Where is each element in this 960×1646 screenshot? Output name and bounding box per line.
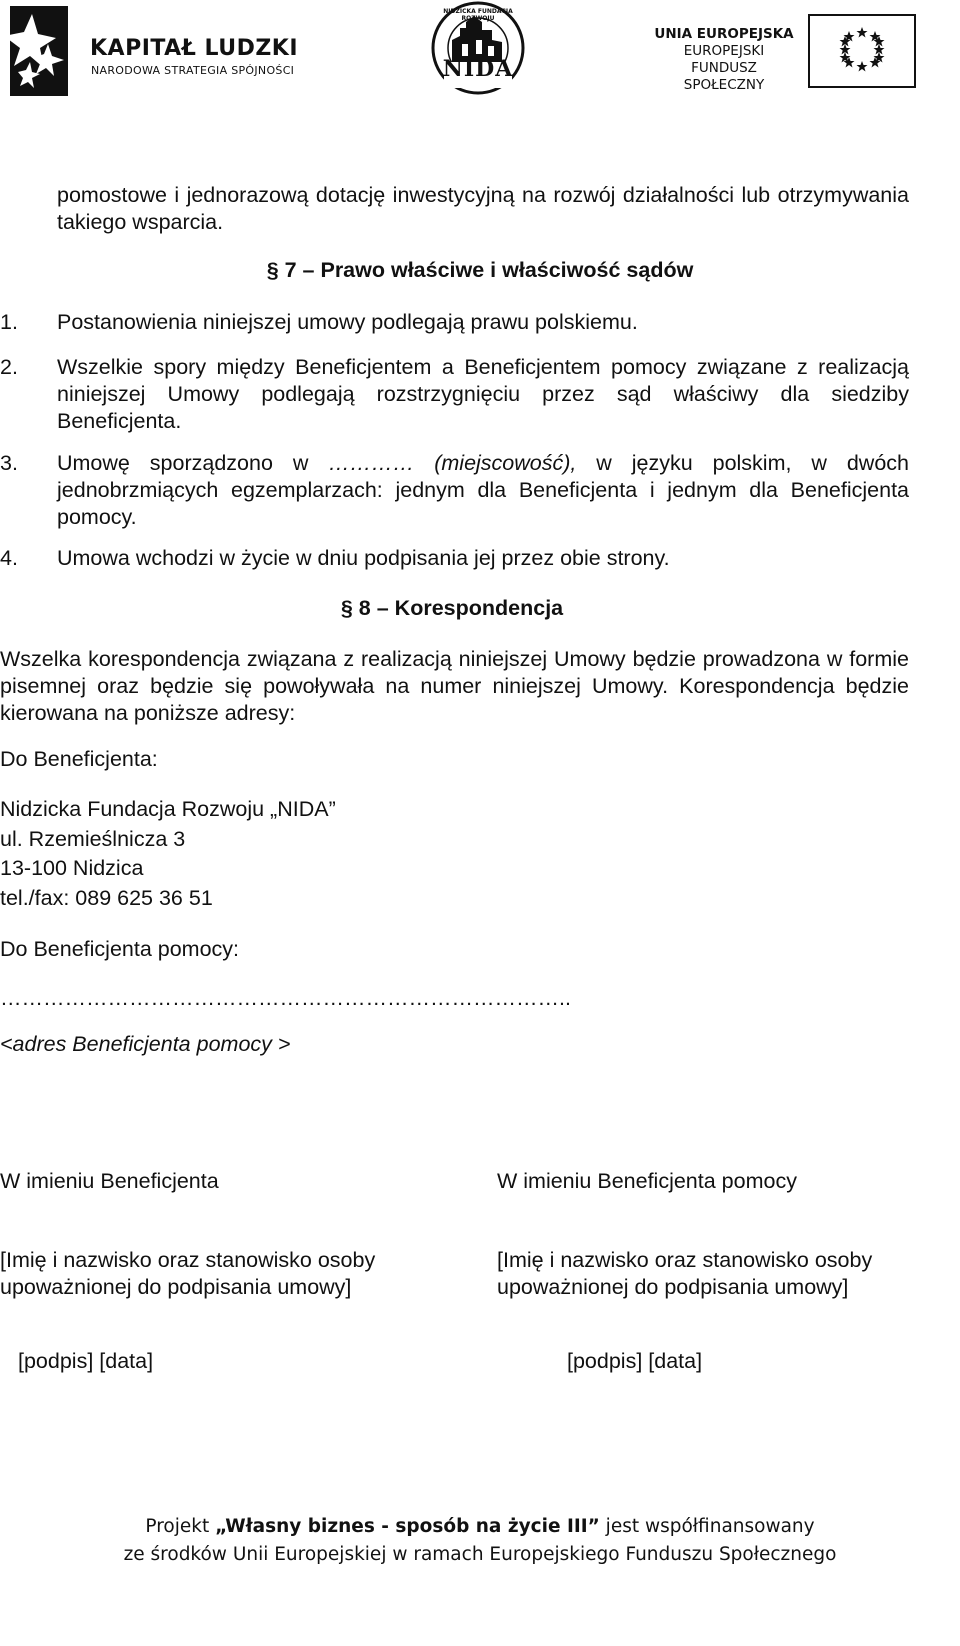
nida-ring-text: NIDZICKA FUNDACJA ROZWOJU xyxy=(443,8,513,22)
list-item-number: 1. xyxy=(0,310,18,334)
right-signature-heading: W imieniu Beneficjenta pomocy xyxy=(497,1169,797,1193)
address-line: Nidzicka Fundacja Rozwoju „NIDA” xyxy=(0,797,336,821)
list-item xyxy=(0,545,909,572)
beneficiary-address xyxy=(0,795,336,913)
list-item-number: 3. xyxy=(0,451,18,475)
list-item-text xyxy=(57,450,909,531)
eu-logo xyxy=(650,14,920,93)
eu-line-1: UNIA EUROPEJSKA xyxy=(654,26,794,42)
signatory-line: upoważnionej do podpisania umowy] xyxy=(0,1275,352,1299)
signatory-line: [Imię i nazwisko oraz stanowisko osoby xyxy=(0,1248,376,1272)
continuation-paragraph: pomostowe i jednorazową dotację inwestycyjną na rozwój działalności lub otrzymywania takiego wsparcia. xyxy=(57,183,909,234)
footer-prefix: Projekt xyxy=(145,1516,216,1537)
list-item xyxy=(0,450,909,531)
to-beneficiary-label: Do Beneficjenta: xyxy=(0,747,158,771)
placeholder-dots: ………… xyxy=(328,451,415,475)
text-segment: w języku polskim, w dwóch jednobrzmiących egzemplarzach: jednym dla Beneficjenta i jednym dla Beneficjenta pomocy. xyxy=(57,451,909,529)
footer-line-1 xyxy=(0,1513,960,1541)
left-sign-date: [podpis] [data] xyxy=(18,1349,154,1373)
correspondence-paragraph: Wszelka korespondencja związana z realizacją niniejszej Umowy będzie prowadzona w formie pisemnej oraz będzie się powoływała na numer niniejszej Umowy. Korespondencja będzie kierowana na poniższe adresy: xyxy=(0,647,909,725)
eu-line-3: FUNDUSZ SPOŁECZNY xyxy=(683,60,765,93)
to-aid-beneficiary-label: Do Beneficjenta pomocy: xyxy=(0,937,240,961)
address-line: 13-100 Nidzica xyxy=(0,856,144,880)
list-item-text: Umowa wchodzi w życie w dniu podpisania jej przez obie strony. xyxy=(57,546,670,570)
footer-project-name: „Własny biznes - sposób na życie III” xyxy=(215,1516,600,1537)
left-signatory xyxy=(0,1247,375,1301)
list-item xyxy=(0,354,909,435)
footer xyxy=(0,1513,960,1569)
kapital-ludzki-subtitle: NARODOWA STRATEGIA SPÓJNOŚCI xyxy=(91,64,295,77)
nida-logo xyxy=(430,0,526,98)
aid-address-dots: …………………………………………………………………….. xyxy=(0,986,571,1010)
nida-name: NIDA xyxy=(442,56,514,82)
list-item-number: 2. xyxy=(0,355,18,379)
placeholder-place: (miejscowość), xyxy=(414,451,577,475)
footer-line-2: ze środków Unii Europejskiej w ramach Europejskiego Funduszu Społecznego xyxy=(123,1544,837,1565)
kapital-ludzki-title: KAPITAŁ LUDZKI xyxy=(90,36,299,61)
eu-flag-icon xyxy=(808,14,916,88)
kapital-ludzki-emblem-icon xyxy=(4,2,70,98)
text-segment: Umowę sporządzono w xyxy=(57,451,329,475)
signatory-line: [Imię i nazwisko oraz stanowisko osoby xyxy=(497,1248,873,1272)
list-item-text: Wszelkie spory między Beneficjentem a Beneficjentem pomocy związane z realizacją niniejszej Umowy podlegają rozstrzygnięciu przez sąd właściwy dla siedziby Beneficjenta. xyxy=(57,355,909,433)
list-item-number: 4. xyxy=(0,546,18,570)
right-sign-date: [podpis] [data] xyxy=(567,1349,703,1373)
section-7-title: § 7 – Prawo właściwe i właściwość sądów xyxy=(266,258,694,282)
left-signature-heading: W imieniu Beneficjenta xyxy=(0,1169,219,1193)
list-item-text: Postanowienia niniejszej umowy podlegają prawu polskiemu. xyxy=(57,310,638,334)
kapital-ludzki-logo xyxy=(4,2,304,98)
right-signatory xyxy=(497,1247,872,1301)
list-item xyxy=(0,309,909,336)
aid-address-placeholder: <adres Beneficjenta pomocy > xyxy=(0,1032,291,1056)
section-8-title: § 8 – Korespondencja xyxy=(340,596,564,620)
address-line: tel./fax: 089 625 36 51 xyxy=(0,885,213,910)
eu-line-2: EUROPEJSKI xyxy=(683,43,765,59)
address-line: ul. Rzemieślnicza 3 xyxy=(0,826,186,851)
footer-suffix: jest współfinansowany xyxy=(599,1516,815,1537)
signatory-line: upoważnionej do podpisania umowy] xyxy=(497,1275,849,1299)
